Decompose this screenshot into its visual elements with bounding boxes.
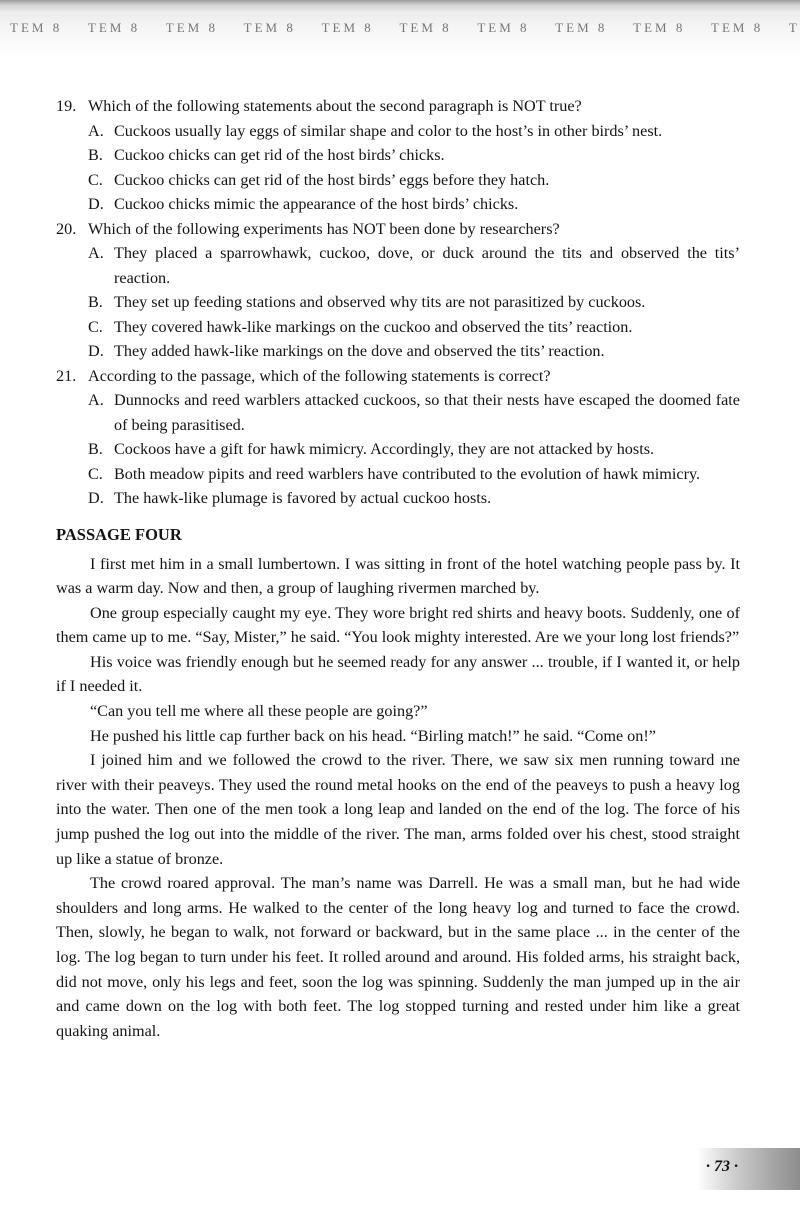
- option-letter: D.: [88, 342, 104, 360]
- option-c: [88, 168, 740, 193]
- option-text: Cuckoo chicks can get rid of the host birds’ chicks.: [114, 146, 445, 164]
- option-letter: B.: [88, 146, 103, 164]
- option-text: They placed a sparrowhawk, cuckoo, dove, or duck around the tits and observed the tits’ reaction.: [114, 244, 740, 287]
- header-label: TEM 8: [321, 20, 374, 35]
- passage-paragraph-1: I first met him in a small lumbertown. I was sitting in front of the hotel watching people pass by. It was a warm day. Now and then, a group of laughing rivermen marched by.: [56, 554, 740, 598]
- passage-paragraph-6: I joined him and we followed the crowd to the river. There, we saw six men running toward ıne river with their peaveys. They used the round metal hooks on the end of the peaveys to push a heavy log into the water. Then one of the men took a long leap and landed on the end of the log. The force of his jump pushed the log out into the middle of the river. The man, arms folded over his chest, stood straight up like a statue of bronze.: [56, 751, 740, 868]
- question-number: 21.: [56, 366, 77, 385]
- passage-paragraph-4: “Can you tell me where all these people are going?”: [90, 702, 428, 721]
- header-label: TEM 8: [243, 20, 296, 35]
- option-d: [88, 486, 740, 511]
- option-letter: A.: [88, 391, 104, 409]
- page-number: · 73 ·: [706, 1158, 738, 1175]
- option-b: [88, 290, 740, 315]
- header-label: TEM 8: [399, 20, 452, 35]
- header-label: TEM 8: [477, 20, 530, 35]
- question-number: 19.: [56, 97, 77, 115]
- header-watermark-strip: [10, 20, 800, 36]
- option-c: [88, 315, 740, 340]
- option-b: [88, 437, 740, 462]
- option-text: Cuckoo chicks mimic the appearance of the host birds’ chicks.: [114, 195, 519, 213]
- header-label: TEM 8: [165, 20, 218, 35]
- question-stem: [56, 364, 740, 389]
- option-letter: C.: [88, 464, 103, 483]
- option-text: Dunnocks and reed warblers attacked cuckoos, so that their nests have escaped the doomed fate of being parasitised.: [114, 391, 740, 434]
- question-21: [56, 364, 740, 511]
- question-stem: [56, 217, 740, 242]
- option-letter: A.: [88, 121, 104, 140]
- option-letter: D.: [88, 195, 104, 213]
- page-content: [56, 94, 740, 1043]
- option-text: Cuckoo chicks can get rid of the host birds’ eggs before they hatch.: [114, 170, 550, 189]
- option-letter: C.: [88, 170, 103, 189]
- passage-paragraph-2: One group especially caught my eye. They wore bright red shirts and heavy boots. Suddenly, one of them came up to me. “Say, Mister,” he said. “You look mighty interested. Are we your long lost friends?”: [56, 603, 740, 647]
- question-number: 20.: [56, 219, 77, 238]
- passage-paragraph-3: His voice was friendly enough but he seemed ready for any answer ... trouble, if I wanted it, or help if I needed it.: [56, 652, 740, 696]
- option-a: [88, 119, 740, 144]
- option-letter: D.: [88, 489, 104, 507]
- question-20: [56, 217, 740, 364]
- header-label: TEM 8: [555, 20, 608, 35]
- option-text: Cockoos have a gift for hawk mimicry. Accordingly, they are not attacked by hosts.: [114, 440, 655, 458]
- option-text: They covered hawk-like markings on the cuckoo and observed the tits’ reaction.: [114, 317, 633, 336]
- option-b: [88, 143, 740, 168]
- option-letter: B.: [88, 293, 103, 311]
- header-label: TEM 8: [87, 20, 141, 35]
- option-c: [88, 462, 740, 487]
- option-a: [88, 241, 740, 290]
- header-label: TEM 8: [633, 20, 686, 35]
- option-text: The hawk-like plumage is favored by actual cuckoo hosts.: [114, 489, 492, 507]
- option-a: [88, 388, 740, 437]
- option-letter: B.: [88, 440, 103, 458]
- header-label: T: [788, 20, 800, 35]
- header-label: TEM 8: [711, 20, 764, 35]
- question-text: Which of the following experiments has NOT been done by researchers?: [88, 219, 560, 238]
- option-text: Both meadow pipits and reed warblers have contributed to the evolution of hawk mimicry.: [114, 464, 701, 483]
- passage-title: PASSAGE FOUR: [56, 524, 182, 544]
- option-letter: A.: [88, 244, 104, 262]
- question-text: According to the passage, which of the following statements is correct?: [88, 366, 551, 385]
- question-19: [56, 94, 740, 217]
- question-stem: [56, 94, 740, 119]
- option-letter: C.: [88, 317, 103, 336]
- option-d: [88, 192, 740, 217]
- option-text: They set up feeding stations and observed why tits are not parasitized by cuckoos.: [114, 293, 646, 311]
- question-text: Which of the following statements about the second paragraph is NOT true?: [88, 97, 582, 115]
- option-d: [88, 339, 740, 364]
- option-text: They added hawk-like markings on the dove and observed the tits’ reaction.: [114, 342, 605, 360]
- passage-paragraph-7: The crowd roared approval. The man’s name was Darrell. He was a small man, but he had wide shoulders and long arms. He walked to the center of the long heavy log and turned to face the crowd. Then, slowly, he began to walk, not forward or backward, but in the same place ... in the center of the log. The log began to turn under his feet. It rolled around and around. His folded arms, his straight back, did not move, only his legs and feet, soon the log was spinning. Suddenly the man jumped up in the air and came down on the log with both feet. The log stopped turning and rested under him like a great quaking animal.: [56, 874, 740, 1040]
- header-label: TEM 8: [10, 20, 63, 35]
- option-text: Cuckoos usually lay eggs of similar shape and color to the host’s in other birds’ nest.: [114, 121, 663, 140]
- passage-paragraph-5: He pushed his little cap further back on his head. “Birling match!” he said. “Come on!”: [90, 726, 656, 745]
- header-band: [0, 0, 800, 58]
